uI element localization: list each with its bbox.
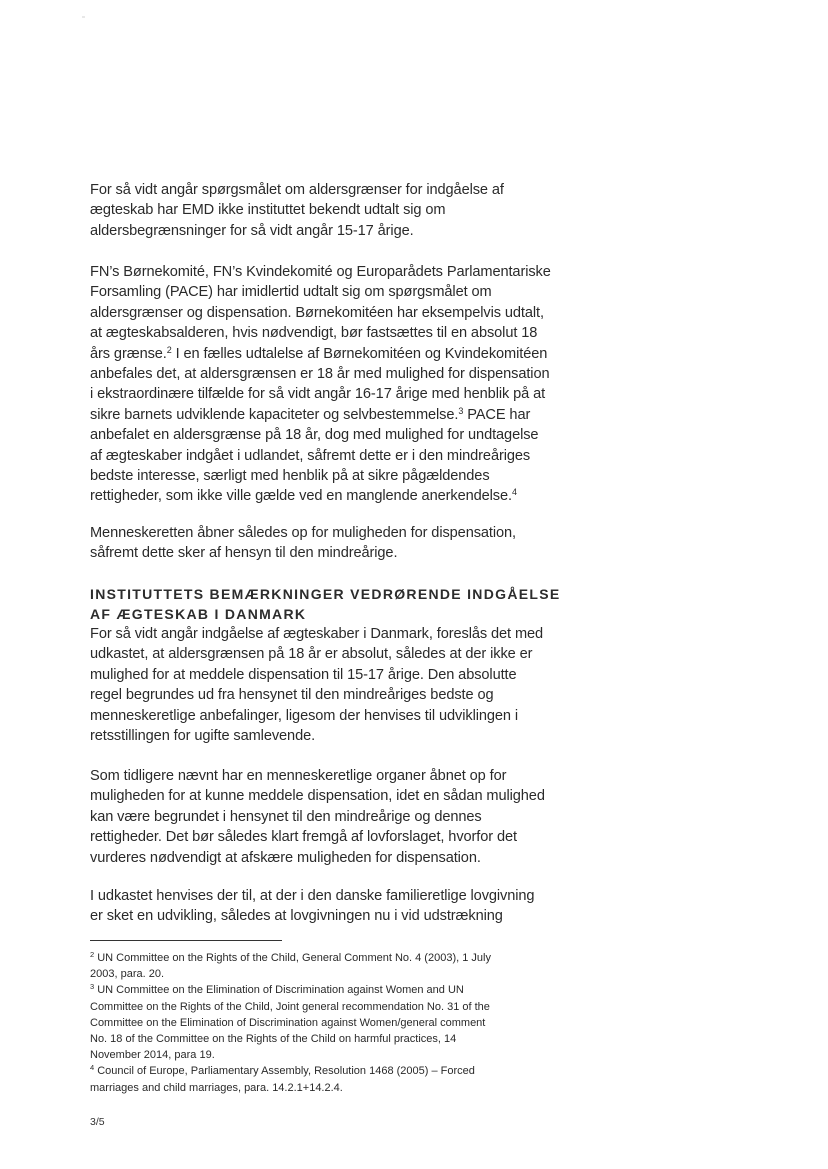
footnote-ref-2: 2	[166, 344, 172, 355]
page-number: 3/5	[90, 1116, 105, 1128]
paragraph-human-rights	[90, 523, 570, 564]
paragraph-fn-committees	[90, 262, 570, 507]
footnote-divider	[90, 940, 282, 941]
section-heading: INSTITUTTETS BEMÆRKNINGER VEDRØRENDE INDGÅELSE AF ÆGTESKAB I DANMARK	[90, 586, 561, 623]
footnotes	[90, 950, 550, 1096]
paragraph-dispensation	[90, 766, 570, 868]
footnote-item	[90, 982, 550, 1063]
paragraph-text: Som tidligere nævnt har en menneskeretlige organer åbnet op for muligheden for at kunne meddele dispensation, idet en sådan mulighed kan være begrundet i hensynet til den mindreårige og dennes rettigheder. Det bør således klart fremgå af lovforslaget, hvorfor det vurderes nødvendigt at afskære muligheden for dispensation.	[90, 768, 545, 866]
scan-speck	[82, 16, 85, 18]
paragraph-text: For så vidt angår spørgsmålet om aldersgrænser for indgåelse af ægteskab har EMD ikke instituttet bekendt udtalt sig om aldersbegrænsninger for så vidt angår 15-17 årige.	[90, 182, 504, 239]
paragraph-segment: I en fælles udtalelse af Børnekomitéen og Kvindekomitéen anbefales det, at aldersgrænsen er 18 år med mulighed for dispensation i ekstraordinære tilfælde for så vidt angår 16-17 årige med henblik på at sikre barnets udviklende kapaciteter og selvbestemmelse.	[90, 345, 550, 423]
footnote-ref-3: 3	[458, 405, 464, 416]
paragraph-draft-proposal	[90, 624, 570, 746]
footnote-number: 3	[90, 982, 95, 992]
paragraph-segment: PACE har anbefalet en aldersgrænse på 18 år, dog med mulighed for undtagelse af ægteskaber indgået i udlandet, såfremt dette er i den mindreåriges bedste interesse, særligt med henblik på at sikre pågældendes rettigheder, som ikke ville gælde ved en manglende anerkendelse.	[90, 406, 539, 505]
footnote-ref-4: 4	[511, 487, 517, 498]
paragraph-emd	[90, 180, 570, 241]
footnote-item	[90, 1063, 550, 1095]
footnote-text: UN Committee on the Rights of the Child, General Comment No. 4 (2003), 1 July 2003, para. 20.	[90, 952, 491, 981]
footnote-number: 2	[90, 950, 95, 959]
footnote-text: Council of Europe, Parliamentary Assembly, Resolution 1468 (2005) – Forced marriages and child marriages, para. 14.2.1+14.2.4.	[90, 1065, 475, 1094]
paragraph-legislation	[90, 886, 570, 927]
paragraph-text: For så vidt angår indgåelse af ægteskaber i Danmark, foreslås det med udkastet, at aldersgrænsen på 18 år er absolut, således at der ikke er mulighed for at meddele dispensation til 15-17 årige. Den absolutte regel begrundes ud fra hensynet til den mindreåriges bedste og menneskeretlige anbefalinger, ligesom der henvises til udviklingen i retsstillingen for ugifte samlevende.	[90, 626, 544, 745]
paragraph-segment: FN’s Børnekomité, FN’s Kvindekomité og Europarådets Parlamentariske Forsamling (PACE) har imidlertid udtalt sig om spørgsmålet om aldersgrænser og dispensation. Børnekomitéen har eksempelvis udtalt, at ægteskabsalderen, hvis nødvendigt, bør fastsættes til en absolut 18 års grænse.	[90, 264, 551, 362]
paragraph-text: I udkastet henvises der til, at der i den danske familieretlige lovgivning er sket en udvikling, således at lovgivningen nu i vid udstrækning	[90, 888, 535, 925]
footnote-number: 4	[90, 1063, 95, 1073]
paragraph-text: Menneskeretten åbner således op for muligheden for dispensation, såfremt dette sker af hensyn til den mindreårige.	[90, 525, 517, 562]
footnote-item	[90, 950, 550, 982]
footnote-text: UN Committee on the Elimination of Discrimination against Women and UN Committee on the Rights of the Child, Joint general recommendation No. 31 of the Committee on the Elimination of Discrimination against Women/general comment No. 18 of the Committee on the Rights of the Child on harmful practices, 14 November 2014, para 19.	[90, 984, 490, 1062]
paragraph-text	[90, 262, 570, 507]
